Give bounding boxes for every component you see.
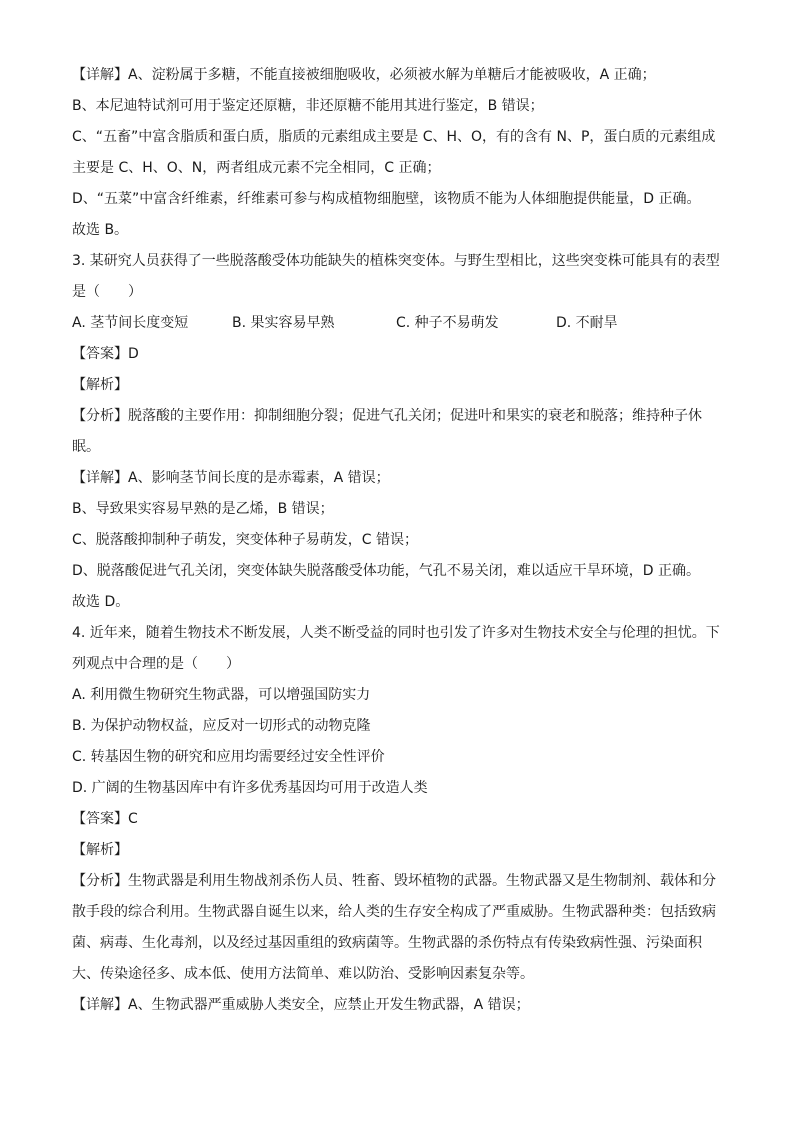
text-line: 大、传染途径多、成本低、使用方法简单、难以防治、受影响因素复杂等。: [72, 966, 534, 982]
text-line: 【详解】A、淀粉属于多糖，不能直接被细胞吸收，必须被水解为单糖后才能被吸收，A 正确；: [72, 67, 656, 83]
answer-label: 【答案】D: [72, 346, 139, 362]
text-line: C、“五畜”中富含脂质和蛋白质，脂质的元素组成主要是 C、H、O，有的含有 N、P，蛋白质的元素组成: [72, 129, 716, 145]
analysis-label: 【解析】: [72, 842, 128, 858]
option-a: A. 茎节间长度变短: [72, 315, 189, 331]
analysis-label: 【解析】: [72, 377, 128, 393]
text-line: 眠。: [72, 439, 100, 455]
text-line: B、本尼迪特试剂可用于鉴定还原糖，非还原糖不能用其进行鉴定，B 错误；: [72, 98, 544, 114]
text-line: 【分析】脱落酸的主要作用：抑制细胞分裂；促进气孔关闭；促进叶和果实的衰老和脱落；维持种子休: [72, 408, 702, 424]
text-line: D、脱落酸促进气孔关闭，突变体缺失脱落酸受体功能，气孔不易关闭，难以适应干旱环境，D 正确。: [72, 563, 701, 579]
answer-label: 【答案】C: [72, 811, 138, 827]
question-4-stem: 列观点中合理的是（ ）: [72, 656, 240, 672]
text-line: 【详解】A、生物武器严重威胁人类安全，应禁止开发生物武器，A 错误；: [72, 997, 530, 1013]
text-line: D、“五菜”中富含纤维素，纤维素可参与构成植物细胞壁，该物质不能为人体细胞提供能量，D 正确。: [72, 191, 701, 207]
question-3-stem: 是（ ）: [72, 284, 142, 300]
text-line: 故选 D。: [72, 594, 130, 610]
text-line: 菌、病毒、生化毒剂，以及经过基因重组的致病菌等。生物武器的杀伤特点有传染致病性强、污染面积: [72, 935, 702, 951]
question-3-stem: 3. 某研究人员获得了一些脱落酸受体功能缺失的植株突变体。与野生型相比，这些突变株可能具有的表型: [72, 253, 720, 269]
text-line: 【详解】A、影响茎节间长度的是赤霉素，A 错误；: [72, 470, 390, 486]
text-line: 故选 B。: [72, 222, 129, 238]
option-c: C. 种子不易萌发: [396, 315, 499, 331]
option-c: C. 转基因生物的研究和应用均需要经过安全性评价: [72, 749, 385, 765]
option-d: D. 广阔的生物基因库中有许多优秀基因均可用于改造人类: [72, 780, 428, 796]
option-a: A. 利用微生物研究生物武器，可以增强国防实力: [72, 687, 371, 703]
option-b: B. 为保护动物权益，应反对一切形式的动物克隆: [72, 718, 371, 734]
text-line: 散手段的综合利用。生物武器自诞生以来，给人类的生存安全构成了严重威胁。生物武器种类：包括致病: [72, 904, 716, 920]
text-line: C、脱落酸抑制种子萌发，突变体种子易萌发，C 错误；: [72, 532, 418, 548]
option-d: D. 不耐旱: [556, 315, 618, 331]
document-page: [72, 60, 732, 1021]
text-line: 【分析】生物武器是利用生物战剂杀伤人员、牲畜、毁坏植物的武器。生物武器又是生物制剂、载体和分: [72, 873, 716, 889]
text-line: 主要是 C、H、O、N，两者组成元素不完全相同，C 正确；: [72, 160, 441, 176]
question-4-stem: 4. 近年来，随着生物技术不断发展，人类不断受益的同时也引发了许多对生物技术安全与伦理的担忧。下: [72, 625, 720, 641]
text-line: B、导致果实容易早熟的是乙烯，B 错误；: [72, 501, 334, 517]
option-b: B. 果实容易早熟: [232, 315, 335, 331]
question-3-options: [72, 308, 732, 339]
